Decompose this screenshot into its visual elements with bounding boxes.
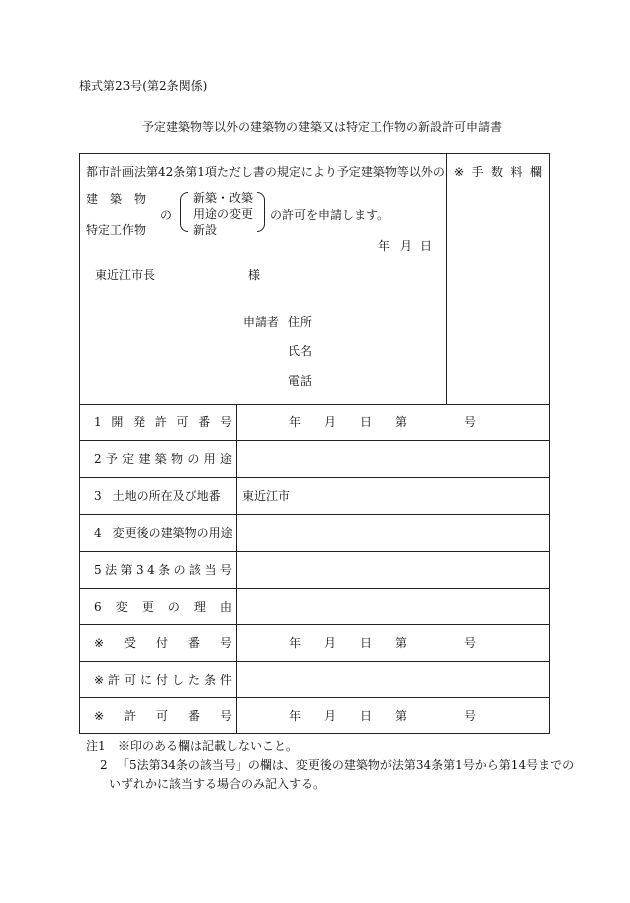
label-char: 1 <box>94 415 102 429</box>
label-char: 受 <box>124 636 137 650</box>
applicant-label: 申請者 <box>243 315 280 329</box>
option-new-build[interactable]: 新築・改築 <box>193 191 254 205</box>
label-char: 変更後の建築物の用途 <box>112 526 233 540</box>
number-dai-label: 第 <box>395 709 408 723</box>
fee-column-header <box>454 166 542 178</box>
note-1-text: ※印のある欄は記載しないこと。 <box>118 739 299 753</box>
date-year-label: 年 <box>289 709 302 723</box>
label-char: 条 <box>158 563 171 577</box>
date-year-label: 年 <box>289 636 302 650</box>
option-change-use[interactable]: 用途の変更 <box>193 207 254 221</box>
label-char: 由 <box>219 600 232 614</box>
date-month: 月 <box>400 239 413 253</box>
label-char: 2 <box>94 452 102 466</box>
label-char: 予 <box>105 452 118 466</box>
fee-char: 料 <box>510 165 523 179</box>
label-char: 理 <box>193 600 206 614</box>
label-char: の <box>173 563 186 577</box>
target-building-label: 建 築 物 <box>86 192 147 206</box>
fee-char: ※ <box>454 165 465 179</box>
label-char: 途 <box>219 452 232 466</box>
date-day: 日 <box>420 239 433 253</box>
label-char: 更 <box>141 600 154 614</box>
label-char: 土地の所在及び地番 <box>112 489 221 503</box>
form-number: 様式第23号(第2条関係) <box>79 79 208 93</box>
label-char: 6 <box>94 600 102 614</box>
label-column-divider <box>236 404 237 734</box>
label-char: 番 <box>188 709 201 723</box>
name-label: 氏名 <box>288 344 313 358</box>
row-label-planned-building-use <box>94 453 232 465</box>
number-dai-label: 第 <box>395 636 408 650</box>
application-intro: 都市計画法第42条第1項ただし書の規定により予定建築物等以外の <box>86 165 445 179</box>
row-divider <box>79 477 550 478</box>
row-divider <box>79 624 550 625</box>
receipt-date-number[interactable] <box>238 637 550 651</box>
left-bracket <box>180 192 188 232</box>
label-char: 付 <box>155 673 168 687</box>
row-label-permit-conditions <box>94 674 232 686</box>
label-char: 4 <box>147 563 155 577</box>
label-char: 当 <box>204 563 217 577</box>
row-divider <box>79 440 550 441</box>
honorific: 様 <box>248 268 261 282</box>
form-title: 予定建築物等以外の建築物の建築又は特定工作物の新設許可申請書 <box>142 120 503 134</box>
address-label: 住所 <box>288 315 313 329</box>
label-char: 用 <box>203 452 216 466</box>
label-char: 3 <box>135 563 144 577</box>
label-char: に <box>140 673 153 687</box>
label-char: 発 <box>133 415 146 429</box>
date-month-label: 月 <box>324 636 337 650</box>
label-char: ※ <box>94 709 105 723</box>
fee-char: 数 <box>491 165 504 179</box>
date-month-label: 月 <box>324 415 337 429</box>
development-permit-date-number[interactable] <box>238 416 550 430</box>
target-structure-label: 特定工作物 <box>86 223 147 237</box>
label-char: 号 <box>219 636 232 650</box>
label-char: 号 <box>219 563 232 577</box>
date-month-label: 月 <box>324 709 337 723</box>
request-text: の許可を申請します。 <box>270 208 390 222</box>
number-go-label: 号 <box>464 709 477 723</box>
note-1-prefix: 注1 <box>86 739 106 753</box>
row-label-land-location <box>94 490 232 502</box>
label-char: ※ <box>94 636 105 650</box>
label-char: 付 <box>156 636 169 650</box>
label-char: た <box>187 673 200 687</box>
label-char: 物 <box>171 452 184 466</box>
row-label-change-reason <box>94 601 232 613</box>
label-char: 定 <box>122 452 135 466</box>
label-char: 3 <box>94 489 102 503</box>
label-char: 件 <box>219 673 232 687</box>
label-char: 許 <box>154 415 167 429</box>
label-char: 開 <box>111 415 124 429</box>
number-dai-label: 第 <box>395 415 408 429</box>
row-divider <box>79 404 550 405</box>
row-divider <box>79 661 550 662</box>
label-char: 可 <box>156 709 169 723</box>
label-char: 建 <box>138 452 151 466</box>
label-char: し <box>171 673 184 687</box>
label-char: 番 <box>188 636 201 650</box>
row-divider <box>79 514 550 515</box>
label-char: 変 <box>115 600 128 614</box>
row-label-changed-building-use <box>94 527 232 539</box>
row-label-development-permit-number <box>94 416 232 428</box>
label-char: ※ <box>94 673 105 687</box>
permit-date-number[interactable] <box>238 710 550 724</box>
label-char: 5 <box>94 563 102 577</box>
addressee: 東近江市長 <box>95 268 156 282</box>
label-char: 号 <box>219 415 232 429</box>
label-char: 可 <box>124 673 137 687</box>
label-char: 4 <box>94 526 102 540</box>
label-char: 第 <box>120 563 133 577</box>
row-divider <box>79 588 550 589</box>
number-go-label: 号 <box>464 415 477 429</box>
label-char: 番 <box>198 415 211 429</box>
row-divider <box>79 551 550 552</box>
label-char: 可 <box>176 415 189 429</box>
fee-column-divider <box>446 153 447 404</box>
note-2-line-1: 「5法第34条の該当号」の欄は、変更後の建築物が法第34条第1号から第14号までの <box>117 758 575 772</box>
row-label-article-34-item <box>94 564 232 576</box>
label-char: 条 <box>203 673 216 687</box>
label-char: の <box>167 600 180 614</box>
note-2-line-2: いずれかに該当する場合のみ記入する。 <box>109 777 326 791</box>
date-day-label: 日 <box>360 709 373 723</box>
label-char: 号 <box>219 709 232 723</box>
land-location-value[interactable]: 東近江市 <box>242 489 291 503</box>
phone-label: 電話 <box>288 374 313 388</box>
label-char: 該 <box>189 563 202 577</box>
fee-char: 欄 <box>529 165 542 179</box>
label-char: の <box>187 452 200 466</box>
number-go-label: 号 <box>464 636 477 650</box>
date-year-label: 年 <box>289 415 302 429</box>
note-2-prefix: 2 <box>100 758 108 772</box>
right-bracket <box>257 192 265 232</box>
label-char: 許 <box>108 673 121 687</box>
row-divider <box>79 697 550 698</box>
date-day-label: 日 <box>360 415 373 429</box>
row-label-receipt-number <box>94 637 232 649</box>
row-label-permit-number <box>94 710 232 722</box>
particle-no: の <box>160 208 173 222</box>
label-char: 許 <box>124 709 137 723</box>
option-new-install[interactable]: 新設 <box>193 223 218 237</box>
label-char: 法 <box>105 563 118 577</box>
date-day-label: 日 <box>360 636 373 650</box>
label-char: 築 <box>154 452 167 466</box>
date-year: 年 <box>378 239 391 253</box>
fee-char: 手 <box>471 165 484 179</box>
